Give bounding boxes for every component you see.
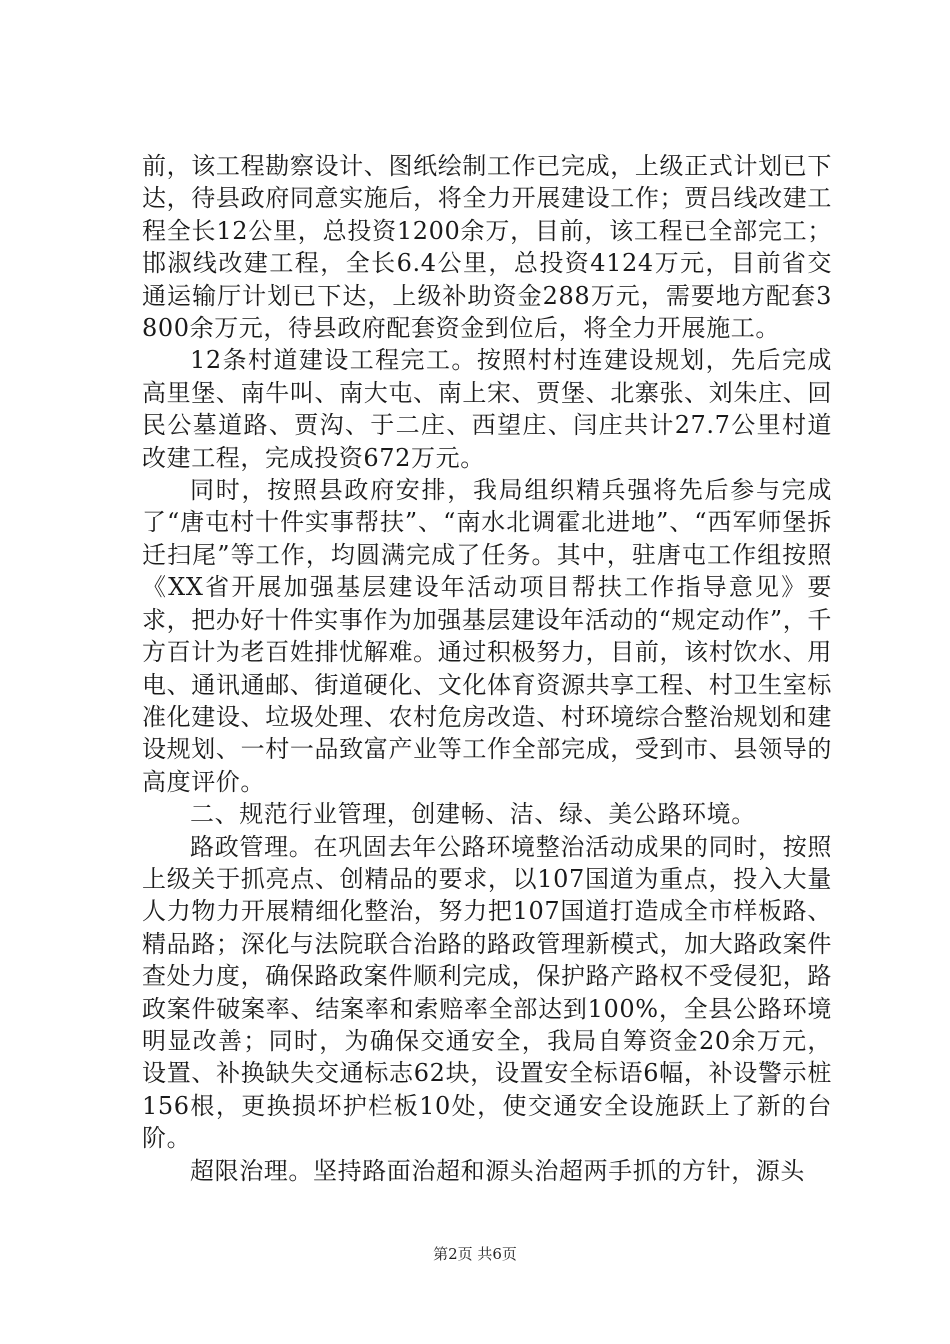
paragraph-road-projects-continued: 前，该工程勘察设计、图纸绘制工作已完成，上级正式计划已下达，待县政府同意实施后，将全力开展建设工作；贾吕线改建工程全长12公里，总投资1200余万，目前，该工程已全部完工；邯淑线改建工程，全长6.4公里，总投资4124万元，目前省交通运输厅计划已下达，上级补助资金288万元，需要地方配套3800余万元，待县政府配套资金到位后，将全力开展施工。 bbox=[142, 152, 832, 343]
section-heading-industry-management: 二、规范行业管理，创建畅、洁、绿、美公路环境。 bbox=[190, 800, 756, 829]
paragraph-village-roads: 12条村道建设工程完工。按照村村连建设规划，先后完成高里堡、南牛叫、南大屯、南上宋、贾堡、北寨张、刘朱庄、回民公墓道路、贾沟、于二庄、西望庄、闫庄共计27.7公里村道改建工程，完成投资672万元。 bbox=[142, 346, 832, 472]
paragraph-road-administration: 路政管理。在巩固去年公路环境整治活动成果的同时，按照上级关于抓亮点、创精品的要求，以107国道为重点，投入大量人力物力开展精细化整治，努力把107国道打造成全市样板路、精品路；深化与法院联合治路的路政管理新模式，加大路政案件查处力度，确保路政案件顺利完成，保护路产路权不受侵犯，路政案件破案率、结案率和索赔率全部达到100%，全县公路环境明显改善；同时，为确保交通安全，我局自筹资金20余万元，设置、补换缺失交通标志62块，设置安全标语6幅，补设警示桩156根，更换损坏护栏板10处，使交通安全设施跃上了新的台阶。 bbox=[142, 832, 832, 1153]
paragraph-overload-control: 超限治理。坚持路面治超和源头治超两手抓的方针，源头 bbox=[190, 1156, 805, 1185]
page-number-footer: 第2页 共6页 bbox=[433, 1245, 517, 1263]
document-body bbox=[142, 150, 832, 1187]
paragraph-county-assignments: 同时，按照县政府安排，我局组织精兵强将先后参与完成了“唐屯村十件实事帮扶”、“南水北调霍北进地”、“西军师堡拆迁扫尾”等工作，均圆满完成了任务。其中，驻唐屯工作组按照《XX省开展加强基层建设年活动项目帮扶工作指导意见》要求，把办好十件实事作为加强基层建设年活动的“规定动作”，千方百计为老百姓排忧解难。通过积极努力，目前，该村饮水、用电、通讯通邮、街道硬化、文化体育资源共享工程、村卫生室标准化建设、垃圾处理、农村危房改造、村环境综合整治规划和建设规划、一村一品致富产业等工作全部完成，受到市、县领导的高度评价。 bbox=[142, 476, 832, 796]
